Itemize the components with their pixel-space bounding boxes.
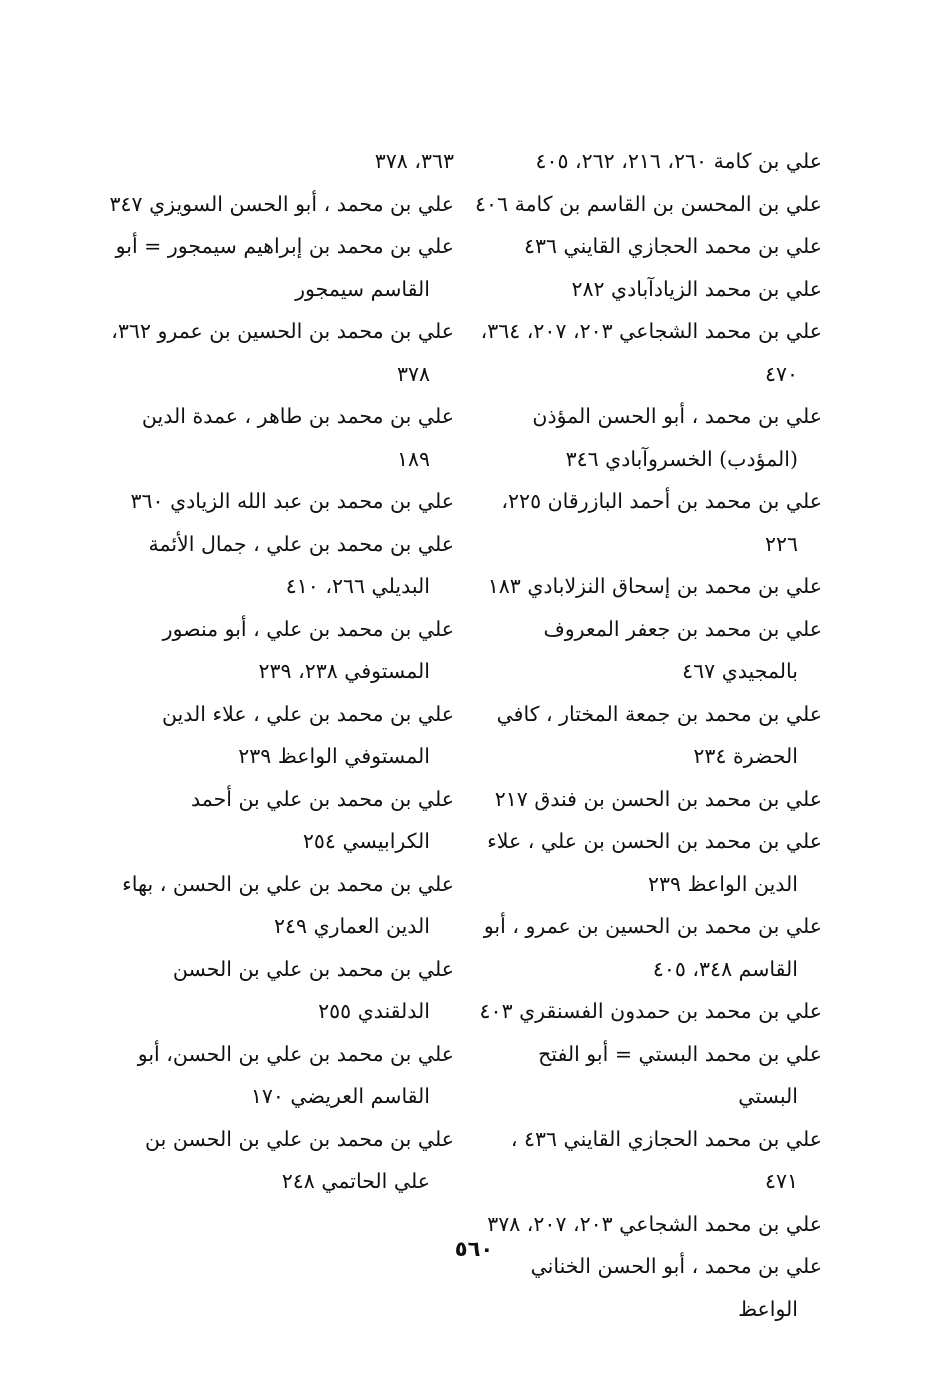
index-entry: علي بن محمد بن عبد الله الزيادي ٣٦٠ bbox=[130, 489, 454, 513]
index-entry: علي بن محمد بن جمعة المختار ، كافي الحضرة ٢٣٤ bbox=[496, 701, 822, 768]
index-entry: علي بن محمد بن إبراهيم سيمجور = أبو القاسم سيمجور bbox=[115, 234, 454, 301]
index-entry: علي بن محمد بن الحسن بن علي ، علاء الدين الواعظ ٢٣٩ bbox=[487, 829, 822, 896]
index-entry: علي بن محمد بن طاهر ، عمدة الدين ١٨٩ bbox=[141, 404, 454, 471]
index-entry: علي بن كامة ٢٦٠، ٢١٦، ٢٦٢، ٤٠٥ bbox=[535, 149, 822, 173]
index-entry: علي بن محمد الحجازي القايني ٤٣٦ ، ٤٧١ bbox=[510, 1126, 822, 1193]
index-entry: ٣٦٣، ٣٧٨ bbox=[374, 149, 454, 173]
index-entry: علي بن محمد بن علي بن الحسن بن علي الحاتمي ٢٤٨ bbox=[145, 1126, 454, 1193]
index-entry: علي بن محمد بن حمدون الفسنقري ٤٠٣ bbox=[479, 999, 822, 1023]
index-entry: علي بن محمد ، أبو الحسن الخناني الواعظ bbox=[530, 1254, 822, 1321]
page-number: ٥٦٠ bbox=[454, 1237, 494, 1261]
index-entry: علي بن محمد بن الحسين بن عمرو ٣٦٢، ٣٧٨ bbox=[111, 319, 454, 386]
index-entry: علي بن محمد بن الحسين بن عمرو ، أبو القاسم ٣٤٨، ٤٠٥ bbox=[483, 914, 822, 981]
index-entry: علي بن المحسن بن القاسم بن كامة ٤٠٦ bbox=[475, 191, 822, 216]
index-column-left bbox=[106, 140, 454, 1203]
index-entry: علي بن محمد الشجاعي ٢٠٣، ٢٠٧، ٣٧٨ bbox=[487, 1211, 822, 1236]
index-entry: علي بن محمد الحجازي القايني ٤٣٦ bbox=[523, 234, 822, 258]
index-entry: علي بن محمد بن الحسن بن فندق ٢١٧ bbox=[494, 786, 822, 811]
index-entry: علي بن محمد بن علي بن أحمد الكرابيسي ٢٥٤ bbox=[190, 786, 454, 853]
index-entry: علي بن محمد البستي = أبو الفتح البستي bbox=[538, 1041, 822, 1108]
index-entry: علي بن محمد بن علي ، جمال الأئمة البديلي ٢٦٦، ٤١٠ bbox=[148, 531, 454, 598]
index-entry: علي بن محمد بن علي بن الحسن الدلقندي ٢٥٥ bbox=[172, 956, 454, 1023]
index-entry: علي بن محمد بن علي ، علاء الدين المستوفي الواعظ ٢٣٩ bbox=[161, 701, 454, 768]
index-entry: علي بن محمد بن أحمد البازرقان ٢٢٥، ٢٢٦ bbox=[501, 489, 822, 556]
index-column-right bbox=[472, 140, 822, 1330]
index-entry: علي بن محمد بن إسحاق النزلابادي ١٨٣ bbox=[487, 574, 822, 598]
index-entry: علي بن محمد بن علي بن الحسن ، بهاء الدين العماري ٢٤٩ bbox=[122, 871, 454, 938]
index-entry: علي بن محمد بن علي ، أبو منصور المستوفي ٢٣٨، ٢٣٩ bbox=[162, 616, 454, 683]
index-entry: علي بن محمد الزيادآبادي ٢٨٢ bbox=[571, 276, 822, 301]
index-entry: علي بن محمد ، أبو الحسن المؤذن (المؤدب) الخسروآبادي ٣٤٦ bbox=[532, 404, 822, 471]
index-entry: علي بن محمد ، أبو الحسن السويزي ٣٤٧ bbox=[109, 191, 454, 216]
index-entry: علي بن محمد بن علي بن الحسن، أبو القاسم العريضي ١٧٠ bbox=[137, 1041, 454, 1108]
index-entry: علي بن محمد الشجاعي ٢٠٣، ٢٠٧، ٣٦٤، ٤٧٠ bbox=[480, 319, 822, 386]
index-entry: علي بن محمد بن جعفر المعروف بالمجيدي ٤٦٧ bbox=[543, 616, 822, 683]
